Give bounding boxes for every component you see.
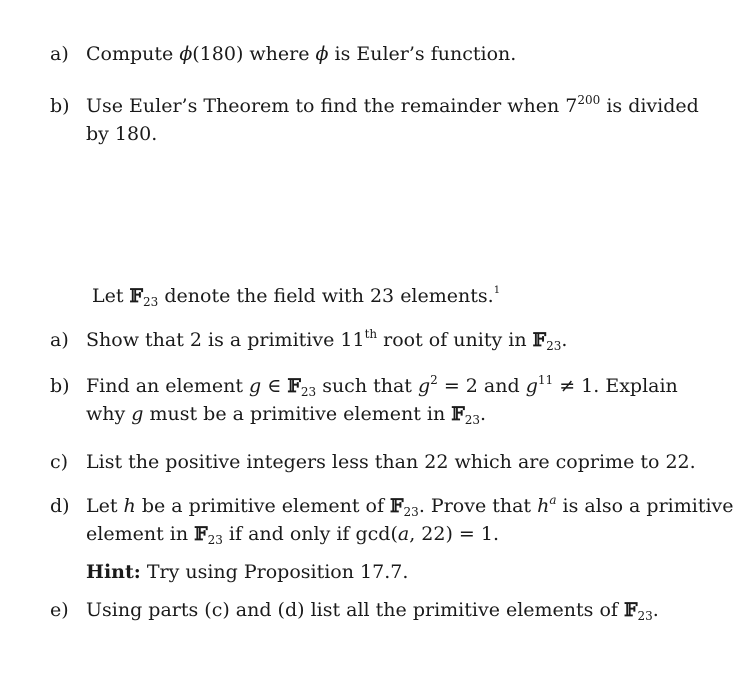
footnote-mark: 1 [493,285,501,296]
part-a-text: Compute ϕ(180) where ϕ is Euler’s function. [86,43,517,65]
part-a-text: Show that 2 is a primitive 11th root of unity in 𝔽$_{23}$. [86,327,568,353]
part-e-text: Using parts (c) and (d) list all the primitive elements of 𝔽$_{23}$. [86,599,659,623]
part-b-text: Find an element g ∈ 𝔽$_{23}$ such that $g^2 = 2$ and $g^{11} \ne 1$. Explain why g must be a primitive element in 𝔽$_{23}$. [86,373,678,427]
problem2-intro: Let 𝔽$_{23}$ denote the field with 23 elements.$^1$ [92,285,501,309]
part-b-label: b) [50,375,70,397]
part-b-label: b) [50,95,70,117]
part-c-label: c) [50,451,69,473]
part-e-label: e) [50,599,69,621]
part-a-label: a) [50,329,69,351]
part-d-text: Let h be a primitive element of 𝔽$_{23}$. Prove that $h^a$ is also a primitive element in 𝔽$_{23}$ if and only if gcd(a, 22) = 1. Hint: Try using Proposition 17.7. [86,492,734,586]
part-d-label: d) [50,495,70,517]
part-c-text: List the positive integers less than 22 which are coprime to 22. [86,451,696,473]
part-b-text: Use Euler’s Theorem to find the remainder when $7^{200}$ is divided by 180. [86,93,699,145]
part-a-label: a) [50,43,69,65]
hint: Hint: Try using Proposition 17.7. [86,561,409,583]
